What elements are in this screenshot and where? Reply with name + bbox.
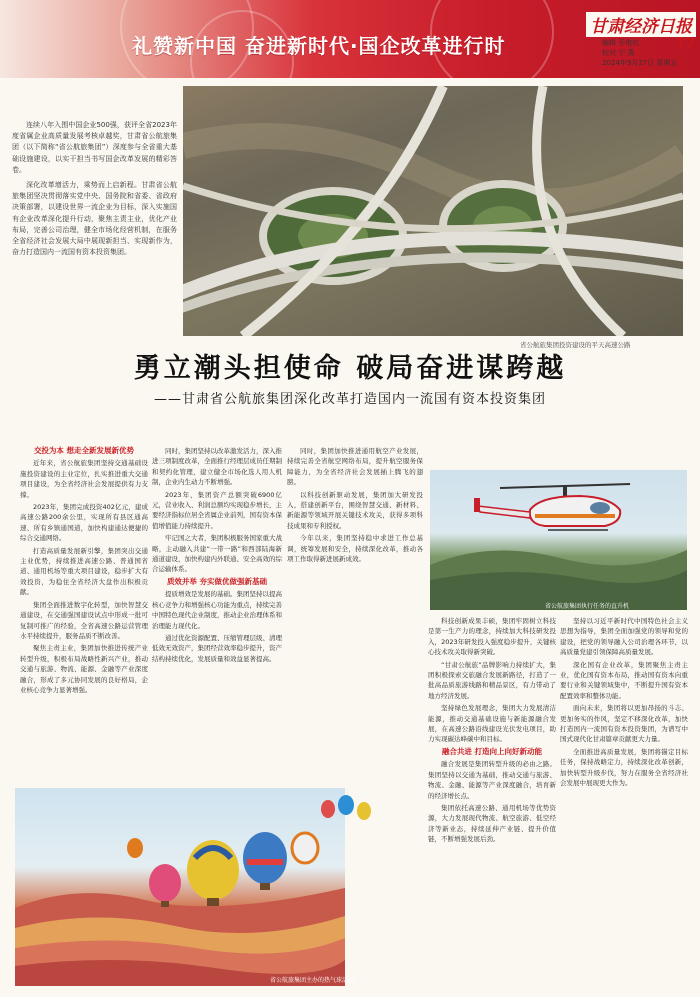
section-heading: 融合共进 打造向上向好新动能 [441,746,543,756]
paragraph: 聚焦主责主业，集团加快推进传统产业转型升级，积极布局战略性新兴产业，推动交通与旅游、物流、能源、金融等产业深度融合，形成了多元协同发展的良好格局，企业核心竞争力显著增强。 [20,644,148,694]
intro-text [12,120,177,262]
photo-caption: 省公航旅集团投资建设的平天高速公路 [520,341,631,349]
paragraph: 面向未来，集团将以更加昂扬的斗志、更加务实的作风，坚定不移深化改革，加快打造国内一流国有资本投资集团，为谱写中国式现代化甘肃篇章贡献更大力量。 [560,704,688,744]
balloon-illustration [15,788,345,986]
intro-paragraph: 连续八年入围中国企业500强，获评全省2023年度省属企业高质量发展考核卓越奖，甘肃省公航旅集团（以下简称“省公航旅集团”）深度参与全省重大基础设施建设，以实干担当书写国企改革发展的精彩答卷。 [12,121,177,174]
proofreader-credit: 校对 宁 燕 [602,49,635,57]
helicopter-photo [430,470,687,610]
paragraph: 科技创新成果丰硕，集团牢固树立科技是第一生产力的理念，持续加大科技研发投入，2023年研发投入强度稳步提升，关键核心技术攻关取得新突破。 [428,617,556,657]
paragraph: 集团依托高速公路、通用机场等优势资源，大力发展现代物流、航空旅游、低空经济等新业态，持续延伸产业链、提升价值链，不断增强发展后劲。 [428,803,556,844]
paragraph: 2023年，集团完成投资402亿元，建成高速公路200余公里，实现所有县区通高速、所有乡镇通国道，加快构建通达便捷的综合交通网络。 [20,503,148,543]
article-column-2 [152,446,282,784]
interchange-illustration [183,86,683,336]
paragraph: 2023年，集团资产总额突破6900亿元，营业收入、利润总额均实现稳步增长，主要经济指标位居全省属企业前列，国有资本保值增值能力持续提升。 [152,490,282,530]
paragraph: 提质增效是发展的基础。集团坚持以提高核心竞争力和增强核心功能为重点，持续完善中国特色现代企业制度，推动企业治理体系和治理能力现代化。 [152,590,282,630]
issue-date: 2024年9月27日 星期五 [602,59,678,67]
paragraph: 打造高质量发展新引擎，集团突出交通主业优势，持续推进高速公路、普通国省道、通用机场等重大项目建设，稳步扩大有效投资，为稳住全省经济大盘作出积极贡献。 [20,546,148,597]
page-number: T7 [676,36,696,52]
article-column-3 [287,446,423,786]
section-heading: 质效并举 夯实做优做强新基础 [166,576,268,586]
helicopter-illustration [430,470,687,610]
paragraph: 融合发展是集团转型升级的必由之路。集团坚持以交通为基础，推动交通与旅游、物流、金融、能源等产业深度融合，培育新的经济增长点。 [428,760,556,800]
hot-air-balloon-photo [15,788,345,986]
paragraph: 牢记国之大者，集团积极服务国家重大战略，主动融入共建“一带一路”和西部陆海新通道建设，加快构建内外联通、安全高效的综合运输体系。 [152,534,282,574]
highway-interchange-photo [183,86,683,336]
article-column-1 [20,446,148,784]
article-headline: 勇立潮头担使命 破局奋进谋跨越 [133,353,567,384]
paragraph: 坚持绿色发展理念，集团大力发展清洁能源，推动交通基础设施与新能源融合发展，在高速公路沿线建设光伏发电项目，助力实现碳达峰碳中和目标。 [428,704,556,744]
section-heading: 交投为本 想走全新发展新优势 [33,446,135,455]
article-column-4 [428,616,556,988]
masthead-title: 礼赞新中国 奋进新时代·国企改革进行时 [132,34,506,58]
paragraph: 以科技创新驱动发展，集团加大研发投入，搭建创新平台，围绕智慧交通、新材料、新能源等领域开展关键技术攻关，获得多项科技成果和专利授权。 [287,490,423,530]
paragraph: 近年来，省公航旅集团坚持交通基础设施投资建设的主业定位，扎实推进重大交通项目建设，为全省经济社会发展提供有力支撑。 [20,459,148,499]
paragraph: 集团全面推进数字化转型，加快智慧交通建设，在交通强国建设试点中形成一批可复制可推广的经验，全省高速公路运营管理水平持续提升，服务品质不断改善。 [20,600,148,640]
paragraph: “甘肃公航旅”品牌影响力持续扩大，集团积极探索交旅融合发展新路径，打造了一批高品质旅游线路和精品景区，有力带动了地方经济发展。 [428,660,556,700]
small-balloons-illustration [318,795,378,835]
newspaper-brand: 甘肃经济日报 [586,12,696,37]
article-subheadline: ——甘肃省公航旅集团深化改革打造国内一流国有资本投资集团 [153,392,546,407]
paragraph: 同时，集团坚持以改革激发活力，深入推进三项制度改革，全面推行经理层成员任期制和契约化管理，建立健全市场化选人用人机制，企业内生动力不断增强。 [152,447,282,487]
intro-paragraph: 深化改革增活力，乘势而上启新程。甘肃省公航旅集团坚决贯彻落实党中央、国务院和省委、省政府决策部署，以建设世界一流企业为目标，深入实施国有企业改革深化提升行动，聚焦主责主业，优化产业布局，完善公司治理，健全市场化经营机制，在服务全省经济社会发展大局中展现新担当、实现新作为，奋力打造国内一流国有资本投资集团。 [12,181,177,257]
photo-caption: 省公航旅集团主办的热气球活动 [270,977,355,984]
paragraph: 全面推进高质量发展，集团将锚定目标任务，保持战略定力，持续深化改革创新，加快转型升级步伐，努力在服务全省经济社会发展中展现更大作为。 [560,747,688,788]
editor-credit: 编辑 乔俊钦 [602,39,640,47]
paragraph: 今年以来，集团坚持稳中求进工作总基调，统筹发展和安全，持续深化改革，推动各项工作取得新进展新成效。 [287,534,423,564]
article-column-5 [560,616,688,988]
paragraph: 通过优化资源配置、压缩管理层级、清理低效无效资产，集团经营效率稳步提升，资产结构持续优化，发展质量和效益显著提高。 [152,633,282,663]
photo-caption: 省公航旅集团执行任务的直升机 [545,603,630,610]
paragraph: 坚持以习近平新时代中国特色社会主义思想为指导，集团全面加强党的领导和党的建设，把党的领导融入公司治理各环节，以高质量党建引领保障高质量发展。 [560,617,688,657]
paragraph: 深化国有企业改革，集团聚焦主责主业，优化国有资本布局，推动国有资本向重要行业和关键领域集中，不断提升国有资本配置效率和整体功能。 [560,660,688,700]
paragraph: 同时，集团加快推进通用航空产业发展，持续完善全省航空网络布局，提升航空服务保障能力，为全省经济社会发展插上腾飞的翅膀。 [287,447,423,487]
